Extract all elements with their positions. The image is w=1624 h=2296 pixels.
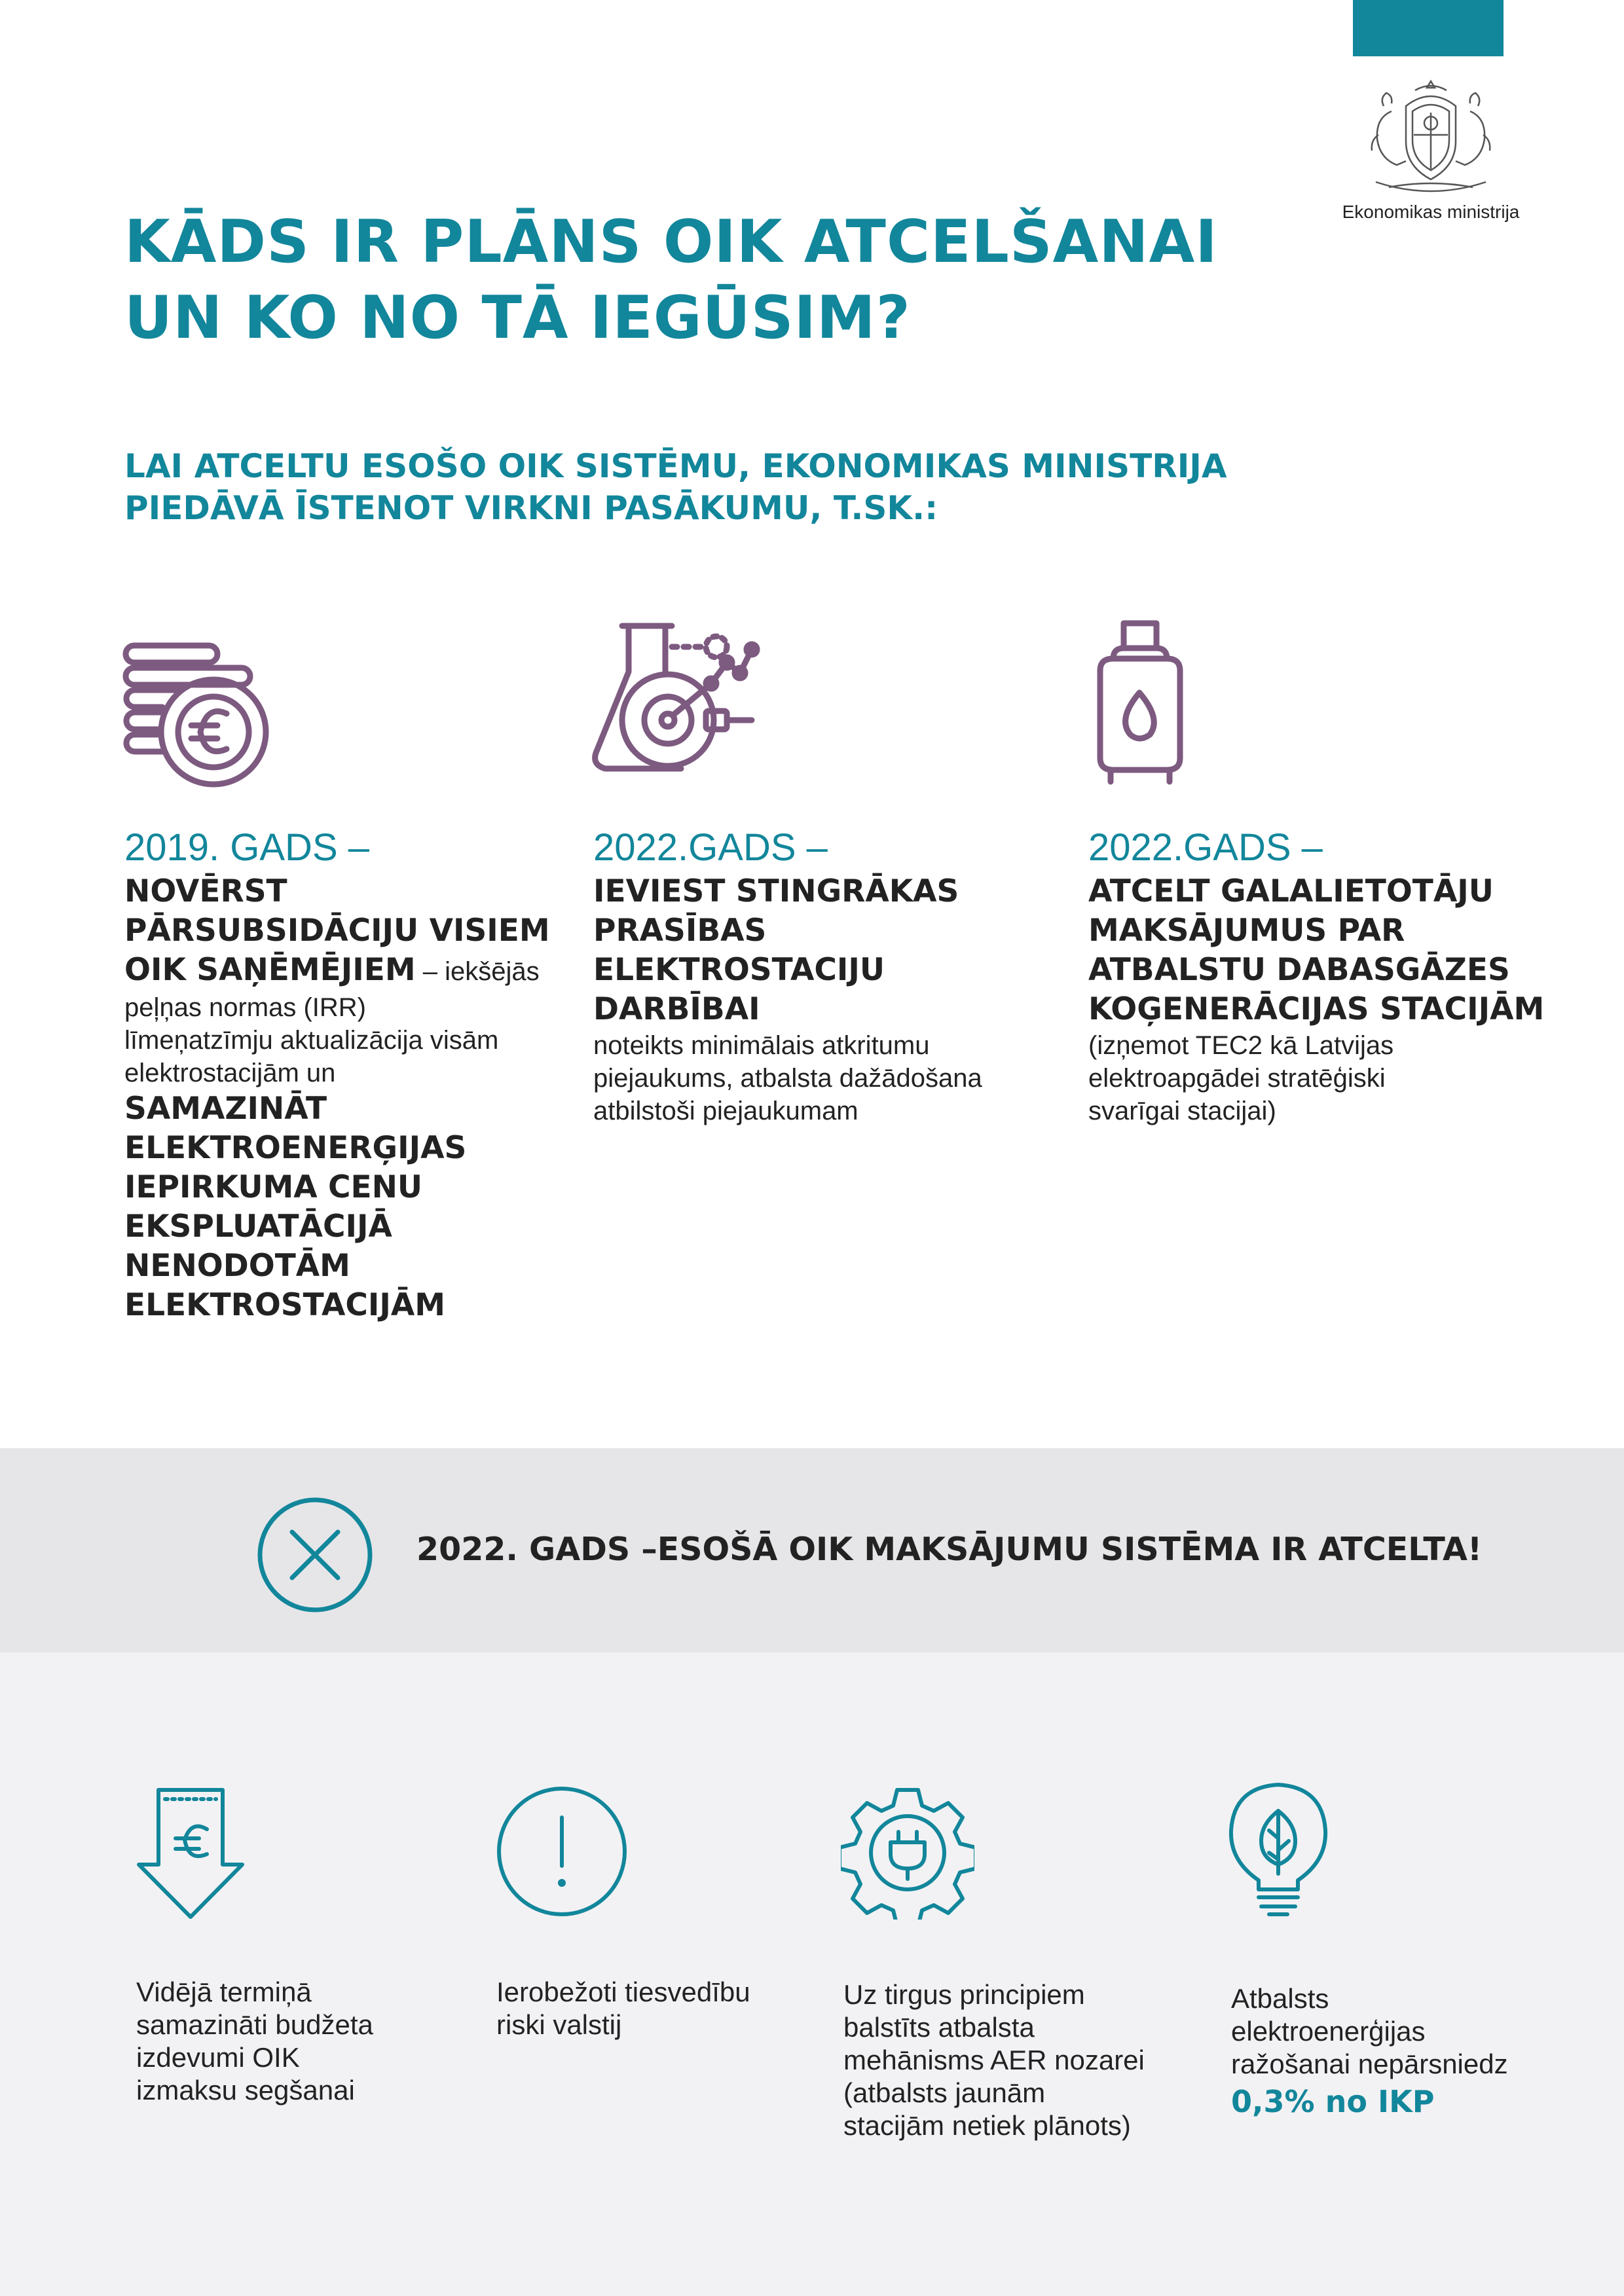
measure-2022-gas xyxy=(1088,825,1547,1127)
measure-heading-line: IEPIRKUMA CENU xyxy=(124,1169,423,1205)
measure-text-line: noteikts minimālais atkritumu xyxy=(593,1031,930,1060)
measure-2022-requirements xyxy=(593,825,1039,1127)
ministry-logo xyxy=(1323,72,1539,236)
coat-of-arms-icon xyxy=(1352,72,1509,203)
measure-year: 2022.GADS – xyxy=(593,826,828,869)
measure-text-line: svarīgai stacijai) xyxy=(1088,1097,1276,1125)
benefit-litigation xyxy=(496,1976,750,2041)
measure-text-line: elektrostacijām un xyxy=(124,1059,336,1087)
measure-heading-line: NENODOTĀM xyxy=(124,1248,350,1284)
benefit-highlight: 0,3% no IKP xyxy=(1231,2084,1435,2119)
measure-heading-line: ATCELT GALALIETOTĀJU xyxy=(1088,873,1494,909)
measure-2019 xyxy=(124,825,550,1325)
euro-coins-icon xyxy=(122,642,272,788)
measure-heading-line: PRASĪBAS xyxy=(593,913,767,949)
measure-heading-line: KOĢENERĀCIJAS STACIJĀM xyxy=(1088,991,1545,1027)
measure-text-line: līmeņatzīmju aktualizācija visām xyxy=(124,1026,499,1055)
benefit-text-line: (atbalsts jaunām xyxy=(843,2077,1046,2108)
measure-heading-line: MAKSĀJUMUS PAR xyxy=(1088,913,1405,949)
benefits-section xyxy=(0,1652,1624,2296)
measure-heading-line xyxy=(124,951,544,991)
benefit-text-line: Ierobežoti tiesvedību xyxy=(496,1977,750,2007)
gear-plug-icon xyxy=(841,1786,974,1920)
measure-text-line: atbilstoši piejaukumam xyxy=(593,1097,858,1125)
benefit-text-line: mehānisms AER nozarei xyxy=(843,2045,1145,2075)
page-subtitle-line-2: PIEDĀVĀ ĪSTENOT VIRKNI PASĀKUMU, T.SK.: xyxy=(124,489,938,527)
lightbulb-leaf-icon xyxy=(1227,1782,1329,1921)
page-subtitle xyxy=(124,445,1369,529)
measure-heading-line: DARBĪBAI xyxy=(593,991,760,1027)
benefit-text-line: izmaksu segšanai xyxy=(136,2075,355,2105)
benefit-text-line: Uz tirgus principiem xyxy=(843,1979,1085,2010)
measure-heading-line: NOVĒRST xyxy=(124,873,287,909)
euro-down-arrow-icon xyxy=(136,1787,245,1921)
benefit-market-mechanism xyxy=(843,1978,1145,2142)
measure-text-line: piejaukums, atbalsta dažādošana xyxy=(593,1064,982,1093)
measure-heading-line: EKSPLUATĀCIJĀ xyxy=(124,1209,392,1245)
page-title-line-2: UN KO NO TĀ IEGŪSIM? xyxy=(124,283,911,352)
benefit-text-line: elektroenerģijas xyxy=(1231,2016,1426,2047)
benefit-text-line: stacijām netiek plānots) xyxy=(843,2110,1131,2141)
banner-text: 2022. GADS –ESOŠĀ OIK MAKSĀJUMU SISTĒMA IR ATCELTA! xyxy=(416,1531,1483,1568)
benefit-text-line: ražošanai nepārsniedz xyxy=(1231,2049,1508,2079)
measure-inline-text: – iekšējās xyxy=(415,957,540,986)
measure-heading-line: ELEKTROSTACIJU xyxy=(593,952,885,988)
page-title-line-1: KĀDS IR PLĀNS OIK ATCELŠANAI xyxy=(124,208,1218,276)
measure-heading-line: ELEKTROSTACIJĀM xyxy=(124,1287,446,1323)
gas-cylinder-icon xyxy=(1087,619,1194,787)
measure-heading-line: ELEKTROENERĢIJAS xyxy=(124,1130,467,1166)
benefit-text-line: izdevumi OIK xyxy=(136,2042,300,2073)
ministry-name: Ekonomikas ministrija xyxy=(1342,202,1520,222)
page-subtitle-line-1: LAI ATCELTU ESOŠO OIK SISTĒMU, EKONOMIKAS MINISTRIJA xyxy=(124,447,1227,485)
measure-text-line: elektroapgādei stratēģiski xyxy=(1088,1064,1386,1093)
measure-heading-line: ATBALSTU DABASGĀZES xyxy=(1088,952,1510,988)
benefit-text-line: Atbalsts xyxy=(1231,1983,1329,2014)
exclamation-circle-icon xyxy=(495,1785,629,1918)
measure-text-line: (izņemot TEC2 kā Latvijas xyxy=(1088,1031,1394,1060)
close-circle-icon xyxy=(257,1497,373,1613)
measure-text-line: peļņas normas (IRR) xyxy=(124,993,367,1022)
measure-heading-line: SAMAZINĀT xyxy=(124,1091,327,1127)
benefit-budget xyxy=(136,1976,373,2107)
benefit-text-line: riski valstij xyxy=(496,2009,622,2040)
measure-heading-inline: OIK SAŅĒMĒJIEM xyxy=(124,952,416,988)
benefit-text-line: samazināti budžeta xyxy=(136,2009,373,2040)
benefit-support-limit xyxy=(1231,1982,1508,2123)
laboratory-flask-icon xyxy=(589,622,761,790)
measure-heading-line: IEVIEST STINGRĀKAS xyxy=(593,873,959,909)
benefit-text-line: Vidējā termiņā xyxy=(136,1977,312,2007)
measure-year: 2022.GADS – xyxy=(1088,826,1323,869)
measure-heading-line: PĀRSUBSIDĀCIJU VISIEM xyxy=(124,913,550,949)
header-accent-tab xyxy=(1353,0,1504,56)
page-title xyxy=(124,204,1303,356)
benefit-text-line: balstīts atbalsta xyxy=(843,2012,1035,2043)
measure-year: 2019. GADS – xyxy=(124,826,369,869)
